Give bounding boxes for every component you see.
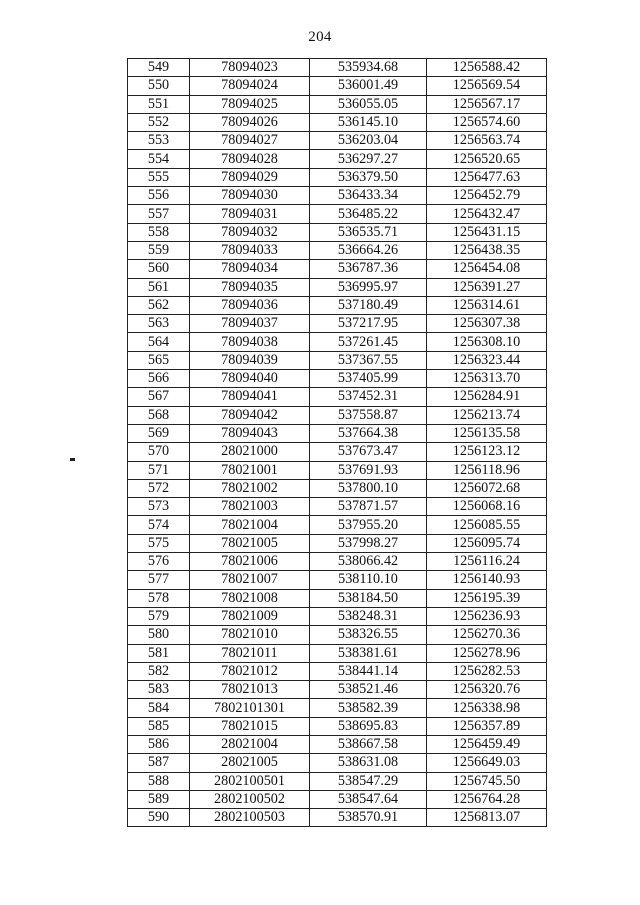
page-number: 204 bbox=[308, 29, 332, 45]
table-row bbox=[128, 370, 547, 388]
point-number-cell: 556 bbox=[128, 187, 190, 205]
x-coordinate-cell: 537998.27 bbox=[310, 534, 427, 552]
point-number-cell: 553 bbox=[128, 132, 190, 150]
point-id-cell: 78094036 bbox=[190, 296, 310, 314]
y-coordinate-cell: 1256459.49 bbox=[427, 735, 547, 753]
point-id-cell: 78094025 bbox=[190, 95, 310, 113]
x-coordinate-cell: 538110.10 bbox=[310, 571, 427, 589]
table-row bbox=[128, 699, 547, 717]
y-coordinate-cell: 1256213.74 bbox=[427, 406, 547, 424]
x-coordinate-cell: 535934.68 bbox=[310, 59, 427, 77]
table-row bbox=[128, 296, 547, 314]
y-coordinate-cell: 1256195.39 bbox=[427, 589, 547, 607]
point-number-cell: 549 bbox=[128, 59, 190, 77]
table-row bbox=[128, 534, 547, 552]
y-coordinate-cell: 1256135.58 bbox=[427, 424, 547, 442]
table-row bbox=[128, 681, 547, 699]
point-number-cell: 569 bbox=[128, 424, 190, 442]
x-coordinate-cell: 538066.42 bbox=[310, 553, 427, 571]
point-id-cell: 78094039 bbox=[190, 351, 310, 369]
point-number-cell: 567 bbox=[128, 388, 190, 406]
y-coordinate-cell: 1256574.60 bbox=[427, 113, 547, 131]
x-coordinate-cell: 536433.34 bbox=[310, 187, 427, 205]
point-number-cell: 563 bbox=[128, 315, 190, 333]
point-id-cell: 78094030 bbox=[190, 187, 310, 205]
x-coordinate-cell: 538582.39 bbox=[310, 699, 427, 717]
point-id-cell: 78094040 bbox=[190, 370, 310, 388]
table-body bbox=[128, 59, 547, 827]
x-coordinate-cell: 537664.38 bbox=[310, 424, 427, 442]
y-coordinate-cell: 1256649.03 bbox=[427, 754, 547, 772]
point-id-cell: 78094027 bbox=[190, 132, 310, 150]
table-row bbox=[128, 589, 547, 607]
point-number-cell: 552 bbox=[128, 113, 190, 131]
point-id-cell: 78094042 bbox=[190, 406, 310, 424]
point-id-cell: 78094031 bbox=[190, 205, 310, 223]
x-coordinate-cell: 536787.36 bbox=[310, 260, 427, 278]
y-coordinate-cell: 1256072.68 bbox=[427, 479, 547, 497]
table-row bbox=[128, 717, 547, 735]
y-coordinate-cell: 1256320.76 bbox=[427, 681, 547, 699]
table-row bbox=[128, 662, 547, 680]
point-number-cell: 573 bbox=[128, 498, 190, 516]
table-row bbox=[128, 790, 547, 808]
point-id-cell: 78094033 bbox=[190, 241, 310, 259]
point-number-cell: 554 bbox=[128, 150, 190, 168]
point-number-cell: 583 bbox=[128, 681, 190, 699]
coordinates-table bbox=[127, 58, 547, 827]
y-coordinate-cell: 1256236.93 bbox=[427, 607, 547, 625]
point-number-cell: 578 bbox=[128, 589, 190, 607]
point-number-cell: 577 bbox=[128, 571, 190, 589]
x-coordinate-cell: 536055.05 bbox=[310, 95, 427, 113]
x-coordinate-cell: 537217.95 bbox=[310, 315, 427, 333]
x-coordinate-cell: 537367.55 bbox=[310, 351, 427, 369]
x-coordinate-cell: 537955.20 bbox=[310, 516, 427, 534]
y-coordinate-cell: 1256813.07 bbox=[427, 809, 547, 827]
table-row bbox=[128, 351, 547, 369]
point-number-cell: 587 bbox=[128, 754, 190, 772]
x-coordinate-cell: 538184.50 bbox=[310, 589, 427, 607]
point-number-cell: 558 bbox=[128, 223, 190, 241]
x-coordinate-cell: 536203.04 bbox=[310, 132, 427, 150]
x-coordinate-cell: 536145.10 bbox=[310, 113, 427, 131]
table-row bbox=[128, 315, 547, 333]
y-coordinate-cell: 1256314.61 bbox=[427, 296, 547, 314]
y-coordinate-cell: 1256118.96 bbox=[427, 461, 547, 479]
y-coordinate-cell: 1256569.54 bbox=[427, 77, 547, 95]
y-coordinate-cell: 1256338.98 bbox=[427, 699, 547, 717]
table-row bbox=[128, 626, 547, 644]
point-id-cell: 78021011 bbox=[190, 644, 310, 662]
table-row bbox=[128, 223, 547, 241]
point-id-cell: 78021004 bbox=[190, 516, 310, 534]
point-number-cell: 588 bbox=[128, 772, 190, 790]
y-coordinate-cell: 1256307.38 bbox=[427, 315, 547, 333]
table-row bbox=[128, 754, 547, 772]
y-coordinate-cell: 1256477.63 bbox=[427, 168, 547, 186]
point-number-cell: 574 bbox=[128, 516, 190, 534]
table-row bbox=[128, 132, 547, 150]
point-number-cell: 555 bbox=[128, 168, 190, 186]
point-number-cell: 585 bbox=[128, 717, 190, 735]
y-coordinate-cell: 1256068.16 bbox=[427, 498, 547, 516]
stray-mark bbox=[70, 458, 75, 461]
point-id-cell: 28021000 bbox=[190, 443, 310, 461]
table-row bbox=[128, 278, 547, 296]
point-id-cell: 78094043 bbox=[190, 424, 310, 442]
table-row bbox=[128, 205, 547, 223]
point-number-cell: 590 bbox=[128, 809, 190, 827]
y-coordinate-cell: 1256282.53 bbox=[427, 662, 547, 680]
point-id-cell: 78021001 bbox=[190, 461, 310, 479]
point-id-cell: 28021004 bbox=[190, 735, 310, 753]
point-number-cell: 576 bbox=[128, 553, 190, 571]
table-row bbox=[128, 333, 547, 351]
x-coordinate-cell: 536001.49 bbox=[310, 77, 427, 95]
point-id-cell: 7802101301 bbox=[190, 699, 310, 717]
point-number-cell: 572 bbox=[128, 479, 190, 497]
table-row bbox=[128, 406, 547, 424]
table-row bbox=[128, 809, 547, 827]
table-row bbox=[128, 644, 547, 662]
x-coordinate-cell: 537691.93 bbox=[310, 461, 427, 479]
y-coordinate-cell: 1256357.89 bbox=[427, 717, 547, 735]
y-coordinate-cell: 1256764.28 bbox=[427, 790, 547, 808]
point-number-cell: 589 bbox=[128, 790, 190, 808]
table-row bbox=[128, 187, 547, 205]
y-coordinate-cell: 1256431.15 bbox=[427, 223, 547, 241]
table-row bbox=[128, 571, 547, 589]
x-coordinate-cell: 538326.55 bbox=[310, 626, 427, 644]
x-coordinate-cell: 538631.08 bbox=[310, 754, 427, 772]
x-coordinate-cell: 537405.99 bbox=[310, 370, 427, 388]
point-id-cell: 78021006 bbox=[190, 553, 310, 571]
table-row bbox=[128, 461, 547, 479]
point-number-cell: 584 bbox=[128, 699, 190, 717]
point-id-cell: 78021008 bbox=[190, 589, 310, 607]
point-id-cell: 78021005 bbox=[190, 534, 310, 552]
point-id-cell: 78094028 bbox=[190, 150, 310, 168]
point-number-cell: 564 bbox=[128, 333, 190, 351]
y-coordinate-cell: 1256520.65 bbox=[427, 150, 547, 168]
x-coordinate-cell: 536297.27 bbox=[310, 150, 427, 168]
table-row bbox=[128, 772, 547, 790]
point-id-cell: 78021003 bbox=[190, 498, 310, 516]
x-coordinate-cell: 537558.87 bbox=[310, 406, 427, 424]
point-id-cell: 78094037 bbox=[190, 315, 310, 333]
point-number-cell: 570 bbox=[128, 443, 190, 461]
point-number-cell: 580 bbox=[128, 626, 190, 644]
y-coordinate-cell: 1256278.96 bbox=[427, 644, 547, 662]
point-id-cell: 78094035 bbox=[190, 278, 310, 296]
point-number-cell: 579 bbox=[128, 607, 190, 625]
point-number-cell: 566 bbox=[128, 370, 190, 388]
x-coordinate-cell: 537261.45 bbox=[310, 333, 427, 351]
point-id-cell: 78094034 bbox=[190, 260, 310, 278]
table-row bbox=[128, 479, 547, 497]
x-coordinate-cell: 537673.47 bbox=[310, 443, 427, 461]
table-row bbox=[128, 388, 547, 406]
y-coordinate-cell: 1256313.70 bbox=[427, 370, 547, 388]
point-id-cell: 78021002 bbox=[190, 479, 310, 497]
y-coordinate-cell: 1256452.79 bbox=[427, 187, 547, 205]
y-coordinate-cell: 1256323.44 bbox=[427, 351, 547, 369]
table-row bbox=[128, 553, 547, 571]
point-number-cell: 561 bbox=[128, 278, 190, 296]
table-row bbox=[128, 77, 547, 95]
x-coordinate-cell: 537871.57 bbox=[310, 498, 427, 516]
y-coordinate-cell: 1256432.47 bbox=[427, 205, 547, 223]
point-number-cell: 562 bbox=[128, 296, 190, 314]
point-id-cell: 78021015 bbox=[190, 717, 310, 735]
point-id-cell: 78094038 bbox=[190, 333, 310, 351]
x-coordinate-cell: 538547.64 bbox=[310, 790, 427, 808]
point-number-cell: 550 bbox=[128, 77, 190, 95]
point-number-cell: 560 bbox=[128, 260, 190, 278]
x-coordinate-cell: 536535.71 bbox=[310, 223, 427, 241]
x-coordinate-cell: 538521.46 bbox=[310, 681, 427, 699]
point-id-cell: 78021009 bbox=[190, 607, 310, 625]
point-id-cell: 2802100502 bbox=[190, 790, 310, 808]
y-coordinate-cell: 1256085.55 bbox=[427, 516, 547, 534]
table-row bbox=[128, 59, 547, 77]
y-coordinate-cell: 1256308.10 bbox=[427, 333, 547, 351]
x-coordinate-cell: 538547.29 bbox=[310, 772, 427, 790]
point-id-cell: 78021007 bbox=[190, 571, 310, 589]
x-coordinate-cell: 538248.31 bbox=[310, 607, 427, 625]
y-coordinate-cell: 1256140.93 bbox=[427, 571, 547, 589]
x-coordinate-cell: 538381.61 bbox=[310, 644, 427, 662]
point-id-cell: 78094026 bbox=[190, 113, 310, 131]
point-number-cell: 565 bbox=[128, 351, 190, 369]
point-number-cell: 559 bbox=[128, 241, 190, 259]
table-row bbox=[128, 516, 547, 534]
point-id-cell: 78094023 bbox=[190, 59, 310, 77]
point-id-cell: 78094029 bbox=[190, 168, 310, 186]
y-coordinate-cell: 1256745.50 bbox=[427, 772, 547, 790]
point-id-cell: 78021013 bbox=[190, 681, 310, 699]
point-number-cell: 568 bbox=[128, 406, 190, 424]
y-coordinate-cell: 1256438.35 bbox=[427, 241, 547, 259]
y-coordinate-cell: 1256116.24 bbox=[427, 553, 547, 571]
y-coordinate-cell: 1256095.74 bbox=[427, 534, 547, 552]
point-id-cell: 78094041 bbox=[190, 388, 310, 406]
y-coordinate-cell: 1256284.91 bbox=[427, 388, 547, 406]
table-row bbox=[128, 113, 547, 131]
y-coordinate-cell: 1256588.42 bbox=[427, 59, 547, 77]
y-coordinate-cell: 1256270.36 bbox=[427, 626, 547, 644]
point-id-cell: 78021012 bbox=[190, 662, 310, 680]
point-id-cell: 2802100501 bbox=[190, 772, 310, 790]
x-coordinate-cell: 536664.26 bbox=[310, 241, 427, 259]
y-coordinate-cell: 1256567.17 bbox=[427, 95, 547, 113]
table-row bbox=[128, 607, 547, 625]
table-row bbox=[128, 95, 547, 113]
table-row bbox=[128, 443, 547, 461]
x-coordinate-cell: 537800.10 bbox=[310, 479, 427, 497]
table-row bbox=[128, 735, 547, 753]
point-number-cell: 557 bbox=[128, 205, 190, 223]
table-row bbox=[128, 150, 547, 168]
table-row bbox=[128, 168, 547, 186]
point-number-cell: 571 bbox=[128, 461, 190, 479]
point-id-cell: 2802100503 bbox=[190, 809, 310, 827]
x-coordinate-cell: 538441.14 bbox=[310, 662, 427, 680]
point-id-cell: 78094024 bbox=[190, 77, 310, 95]
point-number-cell: 575 bbox=[128, 534, 190, 552]
y-coordinate-cell: 1256454.08 bbox=[427, 260, 547, 278]
point-id-cell: 78021010 bbox=[190, 626, 310, 644]
x-coordinate-cell: 536379.50 bbox=[310, 168, 427, 186]
x-coordinate-cell: 536485.22 bbox=[310, 205, 427, 223]
x-coordinate-cell: 537180.49 bbox=[310, 296, 427, 314]
point-id-cell: 78094032 bbox=[190, 223, 310, 241]
table-row bbox=[128, 260, 547, 278]
x-coordinate-cell: 538695.83 bbox=[310, 717, 427, 735]
table-row bbox=[128, 498, 547, 516]
table-row bbox=[128, 241, 547, 259]
x-coordinate-cell: 537452.31 bbox=[310, 388, 427, 406]
x-coordinate-cell: 538667.58 bbox=[310, 735, 427, 753]
y-coordinate-cell: 1256391.27 bbox=[427, 278, 547, 296]
point-number-cell: 581 bbox=[128, 644, 190, 662]
point-id-cell: 28021005 bbox=[190, 754, 310, 772]
y-coordinate-cell: 1256563.74 bbox=[427, 132, 547, 150]
table-row bbox=[128, 424, 547, 442]
point-number-cell: 586 bbox=[128, 735, 190, 753]
point-number-cell: 551 bbox=[128, 95, 190, 113]
x-coordinate-cell: 538570.91 bbox=[310, 809, 427, 827]
y-coordinate-cell: 1256123.12 bbox=[427, 443, 547, 461]
x-coordinate-cell: 536995.97 bbox=[310, 278, 427, 296]
point-number-cell: 582 bbox=[128, 662, 190, 680]
